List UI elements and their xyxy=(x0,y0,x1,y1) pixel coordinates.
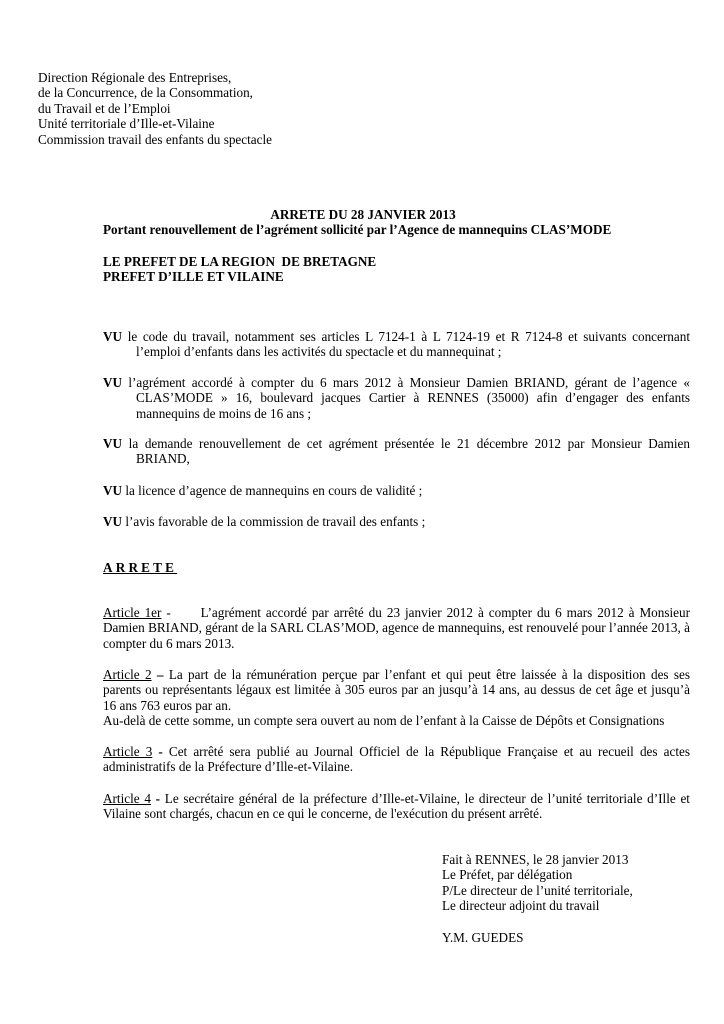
signature-line: Fait à RENNES, le 28 janvier 2013 xyxy=(442,852,629,867)
article-2 xyxy=(103,667,690,729)
vu-label: VU xyxy=(103,375,123,390)
signature-line: Le Préfet, par délégation xyxy=(442,867,573,883)
article-3 xyxy=(103,744,690,775)
vu-label: VU xyxy=(103,483,123,498)
article-label: Article 1er xyxy=(103,605,162,620)
vu-text: la demande renouvellement de cet agrément présentée le 21 décembre 2012 par Monsieur Damien BRIAND, xyxy=(122,436,690,467)
vu-clause-1 xyxy=(103,329,690,360)
vu-label: VU xyxy=(103,329,123,344)
header-line: Unité territoriale d’Ille-et-Vilaine xyxy=(38,116,215,132)
issuer-header xyxy=(38,70,438,147)
article-separator: - xyxy=(161,605,201,620)
article-label: Article 2 xyxy=(103,667,152,682)
header-line: de la Concurrence, de la Consommation, xyxy=(38,85,253,101)
vu-clause-5 xyxy=(103,514,690,529)
prefect-region: LE PREFET DE LA REGION DE BRETAGNE xyxy=(103,254,377,269)
header-line: Commission travail des enfants du spectacle xyxy=(38,131,273,147)
decree-date-title: ARRETE DU 28 JANVIER 2013 xyxy=(270,207,456,222)
article-text: Cet arrêté sera publié au Journal Officiel de la République Française et au recueil des actes administratifs de la Préfecture d’Ille-et-Vilaine. xyxy=(103,744,690,775)
vu-label: VU xyxy=(103,514,123,529)
article-text: L’agrément accordé par arrêté du 23 janvier 2012 à compter du 6 mars 2012 à Monsieur Damien BRIAND, gérant de la SARL CLAS’MOD, agence de mannequins, est renouvelé pour l’année 2013, à compter du 6 mars 2013. xyxy=(103,605,691,651)
article-separator: - xyxy=(150,791,165,806)
vu-clause-2 xyxy=(103,375,690,421)
header-line: Direction Régionale des Entreprises, xyxy=(38,70,232,85)
vu-text: le code du travail, notamment ses articles L 7124-1 à L 7124-19 et R 7124-8 et suivants concernant l’emploi d’enfants dans les activités du spectacle et du mannequinat ; xyxy=(122,329,690,360)
prefect-block xyxy=(103,254,376,285)
article-text: La part de la rémunération perçue par l’enfant et qui peut être laissée à la disposition des ses parents ou représentants légaux est limitée à 305 euros par an jusqu’à 14 ans, au dessus de cet âge et jusqu’à 16 ans 763 euros par an. xyxy=(103,667,691,713)
vu-clause-3 xyxy=(103,436,690,467)
signature-block xyxy=(442,852,702,945)
prefect-department: PREFET D’ILLE ET VILAINE xyxy=(103,269,284,285)
signature-line: P/Le directeur de l’unité territoriale, xyxy=(442,882,633,898)
vu-label: VU xyxy=(103,436,123,451)
article-separator: – xyxy=(151,667,169,682)
header-line: du Travail et de l’Emploi xyxy=(38,100,171,116)
arrete-heading: ARRETE xyxy=(103,560,178,575)
signatory-name: Y.M. GUEDES xyxy=(442,929,524,945)
decree-title xyxy=(103,207,623,238)
vu-clause-4 xyxy=(103,483,690,498)
vu-text: la licence d’agence de mannequins en cours de validité ; xyxy=(122,483,423,498)
signature-line: Le directeur adjoint du travail xyxy=(442,898,600,914)
article-extra: Au-delà de cette somme, un compte sera ouvert au nom de l’enfant à la Caisse de Dépôts et Consignations xyxy=(103,713,665,729)
article-label: Article 4 xyxy=(103,791,151,806)
article-1 xyxy=(103,605,690,651)
vu-text: l’agrément accordé à compter du 6 mars 2012 à Monsieur Damien BRIAND, gérant de l’agence « CLAS’MODE » 16, boulevard jacques Cartier à RENNES (35000) afin d’engager des enfants mannequins de moins de 16 ans ; xyxy=(122,375,690,421)
article-text: Le secrétaire général de la préfecture d’Ille-et-Vilaine, le directeur de l’unité territoriale d’Ille et Vilaine sont chargés, chacun en ce qui le concerne, de l'exécution du présent arrêté. xyxy=(103,791,690,822)
article-4 xyxy=(103,791,690,822)
article-label: Article 3 xyxy=(103,744,153,759)
article-separator: - xyxy=(152,744,169,759)
decree-subject: Portant renouvellement de l’agrément sollicité par l’Agence de mannequins CLAS’MODE xyxy=(103,222,612,238)
vu-text: l’avis favorable de la commission de travail des enfants ; xyxy=(122,514,426,529)
